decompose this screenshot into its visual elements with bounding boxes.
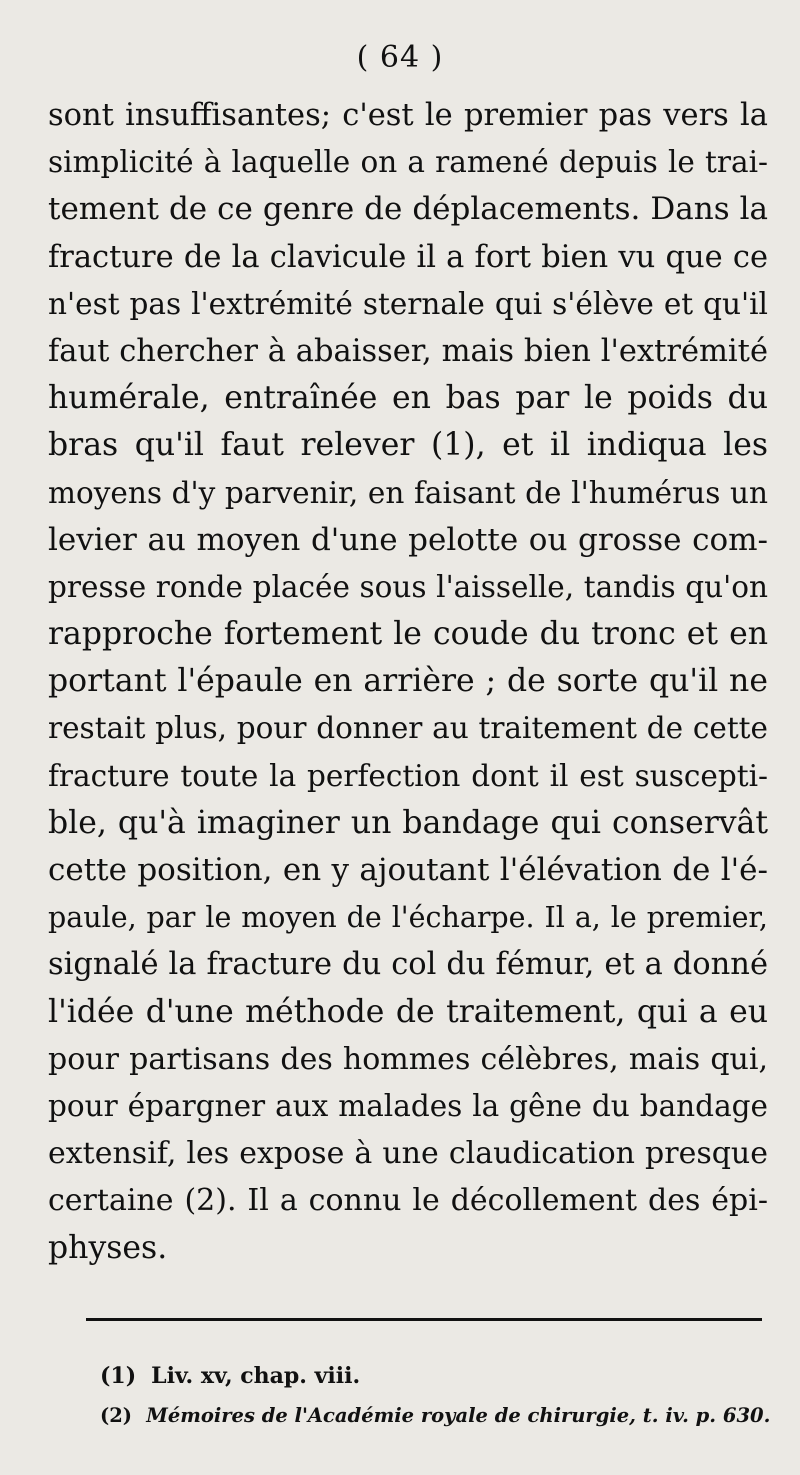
footnote bbox=[100, 1396, 780, 1436]
text-line: rapproche fortement le coude du tronc et en bbox=[48, 616, 768, 653]
footnote bbox=[100, 1356, 780, 1396]
text-line: presse ronde placée sous l'aisselle, tandis qu'on bbox=[48, 569, 768, 604]
text-line: cette position, en y ajoutant l'élévation de l'é- bbox=[48, 852, 768, 888]
text-line: sont insuffisantes; c'est le premier pas vers la bbox=[48, 98, 768, 133]
text-line: l'idée d'une méthode de traitement, qui a eu bbox=[48, 993, 768, 1030]
text-line: fracture toute la perfection dont il est suscepti- bbox=[48, 758, 768, 793]
footnotes bbox=[100, 1356, 780, 1436]
footnote-text: Liv. xv, chap. viii. bbox=[151, 1363, 361, 1389]
text-line: tement de ce genre de déplacements. Dans la bbox=[48, 191, 768, 228]
text-line: pour partisans des hommes célèbres, mais qui, bbox=[48, 1041, 768, 1077]
text-line: moyens d'y parvenir, en faisant de l'humérus un bbox=[48, 475, 768, 510]
text-line: bras qu'il faut relever (1), et il indiqua les bbox=[48, 427, 768, 464]
footnote-divider bbox=[86, 1318, 762, 1321]
text-line: simplicité à laquelle on a ramené depuis le trai- bbox=[48, 145, 768, 180]
text-line: fracture de la clavicule il a fort bien vu que ce bbox=[48, 239, 768, 275]
body-text bbox=[48, 92, 768, 1272]
footnote-marker: (2) bbox=[100, 1404, 133, 1427]
text-line: pour épargner aux malades la gêne du bandage bbox=[48, 1088, 768, 1123]
text-line: restait plus, pour donner au traitement de cette bbox=[48, 711, 768, 746]
text-line: ble, qu'à imaginer un bandage qui conservât bbox=[48, 804, 768, 841]
text-line: physes. bbox=[48, 1229, 168, 1266]
text-line: paule, par le moyen de l'écharpe. Il a, le premier, bbox=[48, 901, 768, 935]
text-line: certaine (2). Il a connu le décollement des épi- bbox=[48, 1183, 768, 1219]
footnote-text: Mémoires de l'Académie royale de chirurgie, t. iv. p. 630. bbox=[146, 1404, 771, 1427]
text-line: faut chercher à abaisser, mais bien l'extrémité bbox=[48, 333, 768, 369]
footnote-marker: (1) bbox=[100, 1363, 137, 1389]
page-number: ( 64 ) bbox=[356, 40, 444, 75]
text-line: n'est pas l'extrémité sternale qui s'élève et qu'il bbox=[48, 286, 768, 321]
text-line: portant l'épaule en arrière ; de sorte qu'il ne bbox=[48, 663, 768, 700]
text-line: humérale, entraînée en bas par le poids du bbox=[48, 380, 768, 417]
text-line: levier au moyen d'une pelotte ou grosse com- bbox=[48, 521, 768, 558]
text-line: signalé la fracture du col du fémur, et a donné bbox=[48, 947, 768, 983]
text-line: extensif, les expose à une claudication presque bbox=[48, 1136, 768, 1172]
